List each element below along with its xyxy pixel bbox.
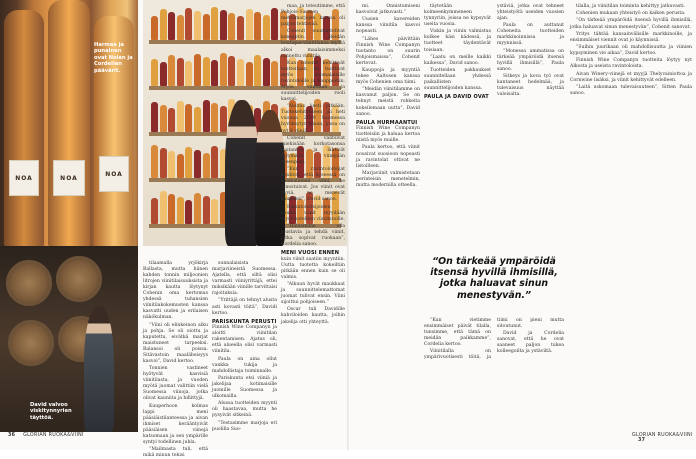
shelf-bottle (194, 150, 201, 178)
shelf-bottle (185, 200, 192, 224)
paragraph: Sitkeys ja kova työ ovat kantaneet hedelmää, ja tulevaisuus näyttää valoisalta. (497, 74, 564, 98)
barrels-caption: David valvoo viskitynnyrien täyttöä. (30, 402, 72, 421)
pull-quote: “On tärkeää ympäröidä itsensä hyvillä ihmisillä, jotka haluavat sinun menestyvän.” (430, 256, 558, 301)
shelf-bottle (151, 16, 158, 40)
paragraph: Kun cohenit kehittivät tuotteitaan, he tuottivat myös suomalaisille ravintoloille ja kauppoihin. Myös viinitilan ja suunnittelijoiden rooli kasvoi. (281, 60, 345, 103)
folio-left-title: GLORIAN RUOKA&VIINI (23, 433, 84, 438)
paragraph: Cohenit valitsivat miehisään korkotasonsa tuotantoa ja lähtivät myymään viinejään eteenpäin. (281, 135, 345, 165)
shelf-bottle (203, 196, 210, 224)
shelf-bottle (228, 13, 235, 40)
paragraph: Paula on auttanut Coheneita tuotteiden markkinoinnissa ja myynnissä. (497, 23, 564, 47)
shelf-bottle (237, 16, 244, 40)
text-column-6 (570, 4, 692, 429)
shelf-bottle (177, 58, 184, 86)
shelf-bottle (237, 59, 244, 86)
shelf-bottle (177, 101, 184, 132)
folio-left (8, 433, 84, 438)
shelf-bottle (168, 12, 175, 40)
shelf-bottle (160, 62, 167, 86)
paragraph: Kuuperhoon kolmas lappi meni pääsiäistilanteessa ja aivan ihmiset kerääntyivät pääsiäisen viinejä katsomaan ja sen ympärille syntyi todellinen juhla. (143, 403, 208, 445)
bottles-caption: Harmaa ja punainen ovat Nolan ja Cordelian päävärit. (94, 42, 133, 74)
paragraph: “Lähes päivittäin Finnish Wine Companyn tuotanto on suurin Pohjoismaissa”, Cohenit kertovat. (356, 36, 420, 66)
text-column-4b (424, 318, 564, 429)
shelf-bottle (203, 100, 210, 132)
paragraph: “Testasimme marjoja eri puolilla Suo- (212, 420, 277, 432)
paragraph: “Kun vietimme ensimmäiset päivät tilalla, tunsimme, että tämä on meidän paikkamme”, Cordelia kertoo. (424, 318, 491, 348)
paragraph: Marjaviinit valmistetaan perinteisin menetelmin, mutta modernilla otteella. (356, 170, 420, 188)
shelf-bottle (177, 154, 184, 178)
paragraph: kuin viinit saatiin myyntiin. Uutta tuotetta kokeiltiin pitkään ennen kuin se oli valmis. (281, 256, 345, 280)
shelf-bottle (168, 55, 175, 86)
shelf-bottle (271, 61, 278, 86)
paragraph: Oscar tuli Davidille kahviloiden kautta, joihin jakelija otti yhteyttä. (281, 307, 345, 325)
shelf-bottle (160, 148, 167, 178)
shelf-bottle (271, 8, 278, 40)
shelf-bottle (194, 107, 201, 132)
paragraph: “Kun ravintoloitsijat kuulivat, että kyseessä on suomalainen viini, he innostuivat. Jos viinit ovat hyviä, ne menevät kaupaksi”, David sanoo. (281, 167, 345, 203)
shelf-bottle (185, 8, 192, 40)
shelf-bottle (185, 104, 192, 132)
shelf-bottle (194, 11, 201, 40)
paragraph: maa, ja toteutimme, että Pohjois-Suomen metsämarjojen kanssa oli paljon tehtävää. (281, 4, 345, 28)
paragraph: Viskin ja viinin valmistus kulkee käsi kädessä, ja tuotteet täydentävät toisiaan. (424, 29, 491, 53)
paragraph: Pariskunta etsi viiniä ja jakelijaa kotimaisille juomille Suomessa ja ulkomailla. (212, 375, 277, 400)
paragraph: Cohenit suunnittelivat konseptin. Heidän boutique-viinitilansa myötä alkoi maalaisimmeksi tunnettu viinitila. (281, 29, 345, 59)
paragraph: “On tärkeää ympäröidä itsensä hyvillä ihmisillä, jotka haluavat sinun menestyvän”, Cohenit sanovat. (570, 18, 692, 30)
shelf-bottle (203, 153, 210, 178)
shelf-bottle (177, 197, 184, 224)
paragraph: Tuotteiden pakkaukset suunnitellaan yhdessä paikallisten suunnittelijoiden kanssa. (424, 68, 491, 92)
paragraph: sunnalaisista marjaviineistä Suomessa. Ajatella, että siltä olisi varmasti viiniyrittäjä, ettei miksikään viinille tarvittaisi rajoituksia. (212, 261, 277, 297)
text-column-2 (281, 4, 345, 429)
shelf-bottle (228, 56, 235, 86)
paragraph: “Monessa ammatissa on tärkeää ympäröidä itsensä hyvillä ihmisillä”, Paula sanoo. (497, 48, 564, 72)
subheading: PARISKUNTA PERUSTI (212, 318, 277, 325)
paragraph: ystäviä, jotka ovat tehneet yhteistyötä useiden vuosien ajan. (497, 4, 564, 22)
paragraph: “Aloitus kesti pitkään. Tuotekehitykseen jäi heti vuonna 2019 Suomessa hyväksytyn tilaan, jossa on nyt 8 viiniä. (281, 104, 345, 134)
paragraph: “Alkuun hyvät maukkaat ja suunnittelemattomat juomat tulivat ensin. Viini sijoittui pohjoiseen.” (281, 282, 345, 306)
bottle-label: NOA (9, 160, 39, 196)
shelf-bottle (246, 62, 253, 86)
paragraph: Alussa tuotteiden myynti oli haastavaa, mutta he pysyivät sitkeinä. (212, 401, 277, 419)
paragraph: “Suihin juurikaan oli mahdollisuutta ja viinien kypsyminen vie aikaa”, David kertoo. (570, 45, 692, 57)
shelf-bottle (203, 57, 210, 86)
paragraph: Finnish Wine Companyn tuotteisiin ja haluaa kertoa niistä myös muille. (356, 126, 420, 144)
paragraph: Finnish Wine Companyn tuotteita löytyy nyt Alkosta ja useista ravintoloista. (570, 58, 692, 70)
shelf-bottle (168, 194, 175, 224)
paragraph: “Yrittäjä on tehnyt alusta asti kovasti töitä”, Davidi kertoo. (212, 298, 277, 316)
text-column-5 (424, 4, 564, 248)
shelf-bottle (160, 9, 167, 40)
page-number-left: 36 (8, 433, 16, 438)
paragraph: tilaamalla yrjökirja Ballasta, mutta hänen kahden tonnin miljoonien litrojen viinitilaisuuksista ja kirjan kautta löytynyt Cohenin oma kertomus yhdessä tuhansien viinitilakokemusten kanssa kasvatti uuden ja erilaisen näkökulman. (143, 261, 208, 321)
shelf-bottle (168, 151, 175, 178)
paragraph: “Halusimme olla joustavia ja tehdä viinit, jotka sopivat ruokaan”, Cordelia sanoo. (281, 223, 345, 248)
shelf-bottle (220, 106, 227, 132)
shelf-bottle (220, 53, 227, 86)
paragraph: Yritys tähtää kansainvälisille markkinoille, ja ensimmäiset viennit ovat jo käynnissä. (570, 31, 692, 43)
paragraph: Uusien kavereiden kanssa viinitila kasvoi nopeasti. (356, 17, 420, 35)
paragraph: Aivan Winery-viinejä et myyjä Thelyvainiottoa ja Cornwine lisäksi, ja viinit kehittyvät edelleen. (570, 71, 692, 83)
paragraph: “Meidän viinitilamme on kasvanut paljon. Se on tehnyt meistä rohkeita kokeilemaan uutta”, David sanoo. (356, 87, 420, 117)
shelf-bottle (263, 58, 270, 86)
shelf-bottle (211, 146, 218, 178)
subheading: MENI VUOSI ENNEN (281, 250, 340, 257)
paragraph: täytetään kolmeenkymmeneen tynnyriin, joissa ne kypsyvät useita vuosia. (424, 4, 491, 28)
shelf-bottle (185, 61, 192, 86)
paragraph: Finnish Wine Companyn ja aloitti viinitilan rakentamisen. Ajatus oli, että alueella olisi varmasti viinitila. (212, 325, 277, 355)
paragraph: Viinitilalla on ympärivuotisesti töitä, ja tiimi on pieni mutta sitoutunut. (424, 318, 564, 361)
shelf-bottle (220, 10, 227, 40)
paragraph: David ja Cordelia sanovat, että he ovat saaneet paljon tukea kolleegoilta ja ystäviltä. (497, 331, 564, 355)
shelf-bottle (263, 15, 270, 40)
bottle-label: NOA (53, 160, 85, 196)
paragraph: Ravintoloitsijoiden kautta viinit myydään myös hotellien viinilistoille. (281, 204, 345, 222)
shelf-bottle (194, 193, 201, 224)
text-column-1 (143, 261, 208, 459)
shelf-bottle (160, 191, 167, 224)
shelf-bottle (151, 102, 158, 132)
paragraph: “Laitä uskomaan tulevaisuuteen”, Sitten Paula sanoo. (570, 84, 692, 96)
shelf-bottle (211, 7, 218, 40)
shelf-bottle (194, 54, 201, 86)
paragraph: Tonnien vastineet hyötyvät kasvisiä viinitilasta, ja vuoden myötä juomat valittiin vielä Suomessa viinoja, jotka olivat kauniita ja hillittyjä. (143, 366, 208, 402)
text-column-4 (356, 4, 420, 429)
person-man (225, 100, 259, 246)
shelf-bottle (151, 59, 158, 86)
barrels-photo (0, 246, 138, 432)
shelf-bottle (168, 108, 175, 132)
shelf-bottle (203, 14, 210, 40)
paragraph: tilalla, ja viinitilan toiminta kehittyy jatkuvasti. (576, 4, 686, 9)
paragraph: Kauppoja ja myyntiä tekee Aaltosen kanssa myös Cohenien oma tiimi. (356, 68, 420, 86)
paragraph: mi. Onnistumiseni kasvoivat jatkuvasti.” (356, 4, 420, 16)
paragraph: Paula on aina ollut vankka tukija ja mahdollistaja toiminnalle. (212, 356, 277, 374)
folio-right-title: GLORIAN RUOKA&VIINI (632, 433, 693, 438)
paragraph: Paula kertoo, että viinit nousivat suosioon nopeasti ja ravintolat ottivat ne listoilleen. (356, 145, 420, 169)
bottle-image (4, 10, 44, 246)
shelf-bottle (254, 55, 261, 86)
bottle-label: NOA (99, 156, 129, 192)
paragraph: “Viini oli elinkeinon alku ja pohja. Se oli oiottu ja kaputettu, eivätkä marjat maistuneet tarpeeksi. Balansoi oli poissa. Sitävastoin maaläheisyys kasvoi”, David kertoo. (143, 322, 208, 364)
bottles-photo (0, 0, 138, 246)
shelf-bottle (151, 198, 158, 224)
shelf-bottle (254, 12, 261, 40)
shelf-bottle (177, 15, 184, 40)
subheading: PAULA JA DAVID OVAT (424, 94, 489, 101)
shelf-bottle (151, 145, 158, 178)
shelf-bottle (246, 9, 253, 40)
page-number-right: 37 (638, 438, 646, 443)
subheading: PAULA HURMAANTUI (356, 119, 418, 126)
paragraph: “Laatu on meille kaikki kaikessa”, David sanoo. (424, 54, 491, 66)
shelf-bottle (211, 199, 218, 224)
shelf-bottle (211, 103, 218, 132)
shelf-bottle (160, 105, 167, 132)
folio-right (632, 433, 696, 443)
bottle-image (48, 0, 90, 246)
shelf-bottle (211, 60, 218, 86)
page-gutter (347, 0, 349, 450)
paragraph: “Mailmasta tuli, että mikä minun tekisi (143, 447, 208, 459)
shelf-bottle (185, 147, 192, 178)
paragraph: Cohenien mukaan yhteistyö on kaiken perusta. (576, 11, 686, 17)
text-column-3 (212, 261, 277, 432)
